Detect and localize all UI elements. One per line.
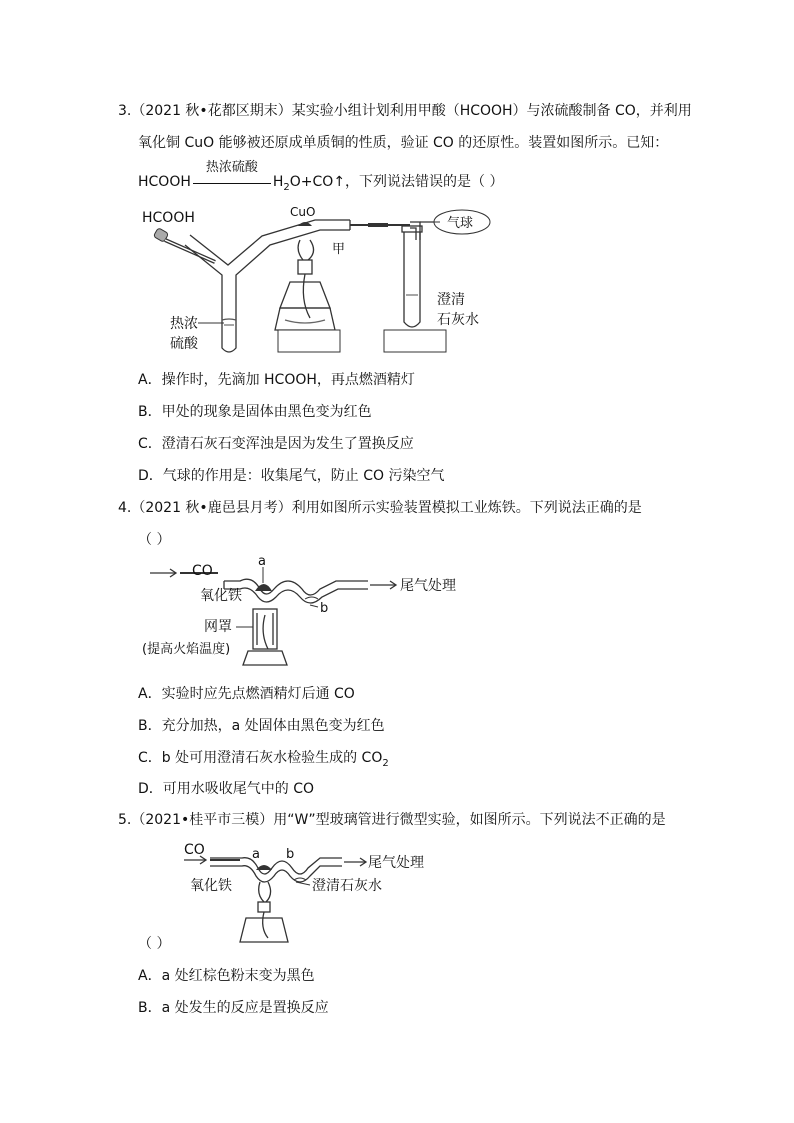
alcohol-lamp-icon	[275, 240, 335, 330]
label-jia: 甲	[332, 242, 346, 257]
alcohol-lamp-icon	[240, 882, 288, 942]
q4-option-d: D．可用水吸收尾气中的 CO	[138, 781, 315, 797]
label-b: b	[320, 601, 329, 616]
q4-option-c-text: C．b 处可用澄清石灰水检验生成的 CO	[138, 750, 383, 766]
label-exhaust: 尾气处理	[368, 855, 424, 871]
q5-option-a: A．a 处红棕色粉末变为黑色	[138, 968, 315, 984]
label-flame-note: (提高火焰温度)	[142, 642, 231, 657]
q3-apparatus-figure	[140, 200, 520, 360]
label-a: a	[258, 554, 266, 569]
q3-eq-condition	[193, 160, 271, 192]
q5-option-b: B．a 处发生的反应是置换反应	[138, 1000, 329, 1016]
label-balloon: 气球	[447, 216, 474, 231]
label-acid-1: 热浓	[170, 316, 198, 332]
limewater-icon	[305, 597, 318, 599]
pointer-line	[310, 605, 318, 607]
label-limewater-1: 澄清	[437, 292, 465, 308]
pointer-line	[296, 882, 310, 885]
q3-eq-condition-text: 热浓硫酸	[205, 160, 258, 175]
arrow-icon	[370, 581, 396, 589]
iron-oxide-powder-icon	[256, 865, 272, 870]
q4-option-c	[138, 748, 389, 774]
label-limewater-2: 石灰水	[437, 312, 479, 328]
q4-stem-line2: （ ）	[138, 532, 171, 548]
q3-option-d: D．气球的作用是：收集尾气，防止 CO 污染空气	[138, 468, 445, 484]
label-cuo: CuO	[290, 205, 316, 219]
limewater-icon	[294, 878, 306, 880]
label-iron-oxide: 氧化铁	[200, 588, 242, 604]
label-co: CO	[192, 563, 213, 579]
label-limewater: 澄清石灰水	[312, 878, 382, 894]
q4-apparatus-figure	[140, 554, 456, 670]
label-hcooh: HCOOH	[142, 210, 195, 226]
q3-option-c: C．澄清石灰石变浑浊是因为发生了置换反应	[138, 436, 414, 452]
label-iron-oxide: 氧化铁	[190, 878, 232, 894]
q4-option-c-sub: 2	[382, 757, 389, 769]
q3-option-b: B．甲处的现象是固体由黑色变为红色	[138, 404, 372, 420]
alcohol-lamp-icon	[243, 609, 287, 665]
q4-stem-line1: 4.（2021 秋•鹿邑县月考）利用如图所示实验装置模拟工业炼铁。下列说法正确的是	[118, 500, 642, 516]
q5-apparatus-figure	[180, 838, 440, 948]
q5-stem-line1: 5.（2021•桂平市三模）用“W”型玻璃管进行微型实验，如图所示。下列说法不正确的是	[118, 812, 666, 828]
label-a: a	[252, 847, 260, 862]
label-co: CO	[184, 842, 205, 858]
q4-option-a: A．实验时应先点燃酒精灯后通 CO	[138, 686, 355, 702]
label-mesh: 网罩	[204, 619, 232, 635]
glass-tube-icon	[340, 220, 440, 240]
q4-option-b: B．充分加热，a 处固体由黑色变为红色	[138, 718, 385, 734]
q3-option-a: A．操作时，先滴加 HCOOH，再点燃酒精灯	[138, 372, 415, 388]
arrow-icon	[150, 569, 176, 577]
q3-eq-reactant: HCOOH	[138, 174, 191, 190]
q3-eq-product-rest: O+CO↑，下列说法错误的是（ ）	[289, 174, 504, 190]
q3-equation	[138, 160, 504, 198]
wood-block-icon	[278, 330, 340, 352]
wood-block-icon	[384, 330, 446, 352]
label-exhaust: 尾气处理	[400, 578, 456, 594]
cuo-powder-icon	[298, 222, 312, 226]
dropper-icon	[153, 228, 215, 262]
q5-answer-blank: （ ）	[138, 936, 171, 952]
label-b: b	[286, 847, 295, 862]
label-acid-2: 硫酸	[170, 336, 198, 352]
q3-stem-line1: 3.（2021 秋•花都区期末）某实验小组计划利用甲酸（HCOOH）与浓硫酸制备 CO，并利用	[118, 103, 692, 119]
arrow-icon	[344, 858, 366, 866]
q3-eq-sub: 2	[283, 181, 290, 193]
q3-eq-product-h: H	[272, 174, 284, 190]
q3-stem-line2: 氧化铜 CuO 能够被还原成单质铜的性质，验证 CO 的还原性。装置如图所示。已知：	[138, 135, 669, 151]
test-tube-icon	[402, 226, 422, 327]
